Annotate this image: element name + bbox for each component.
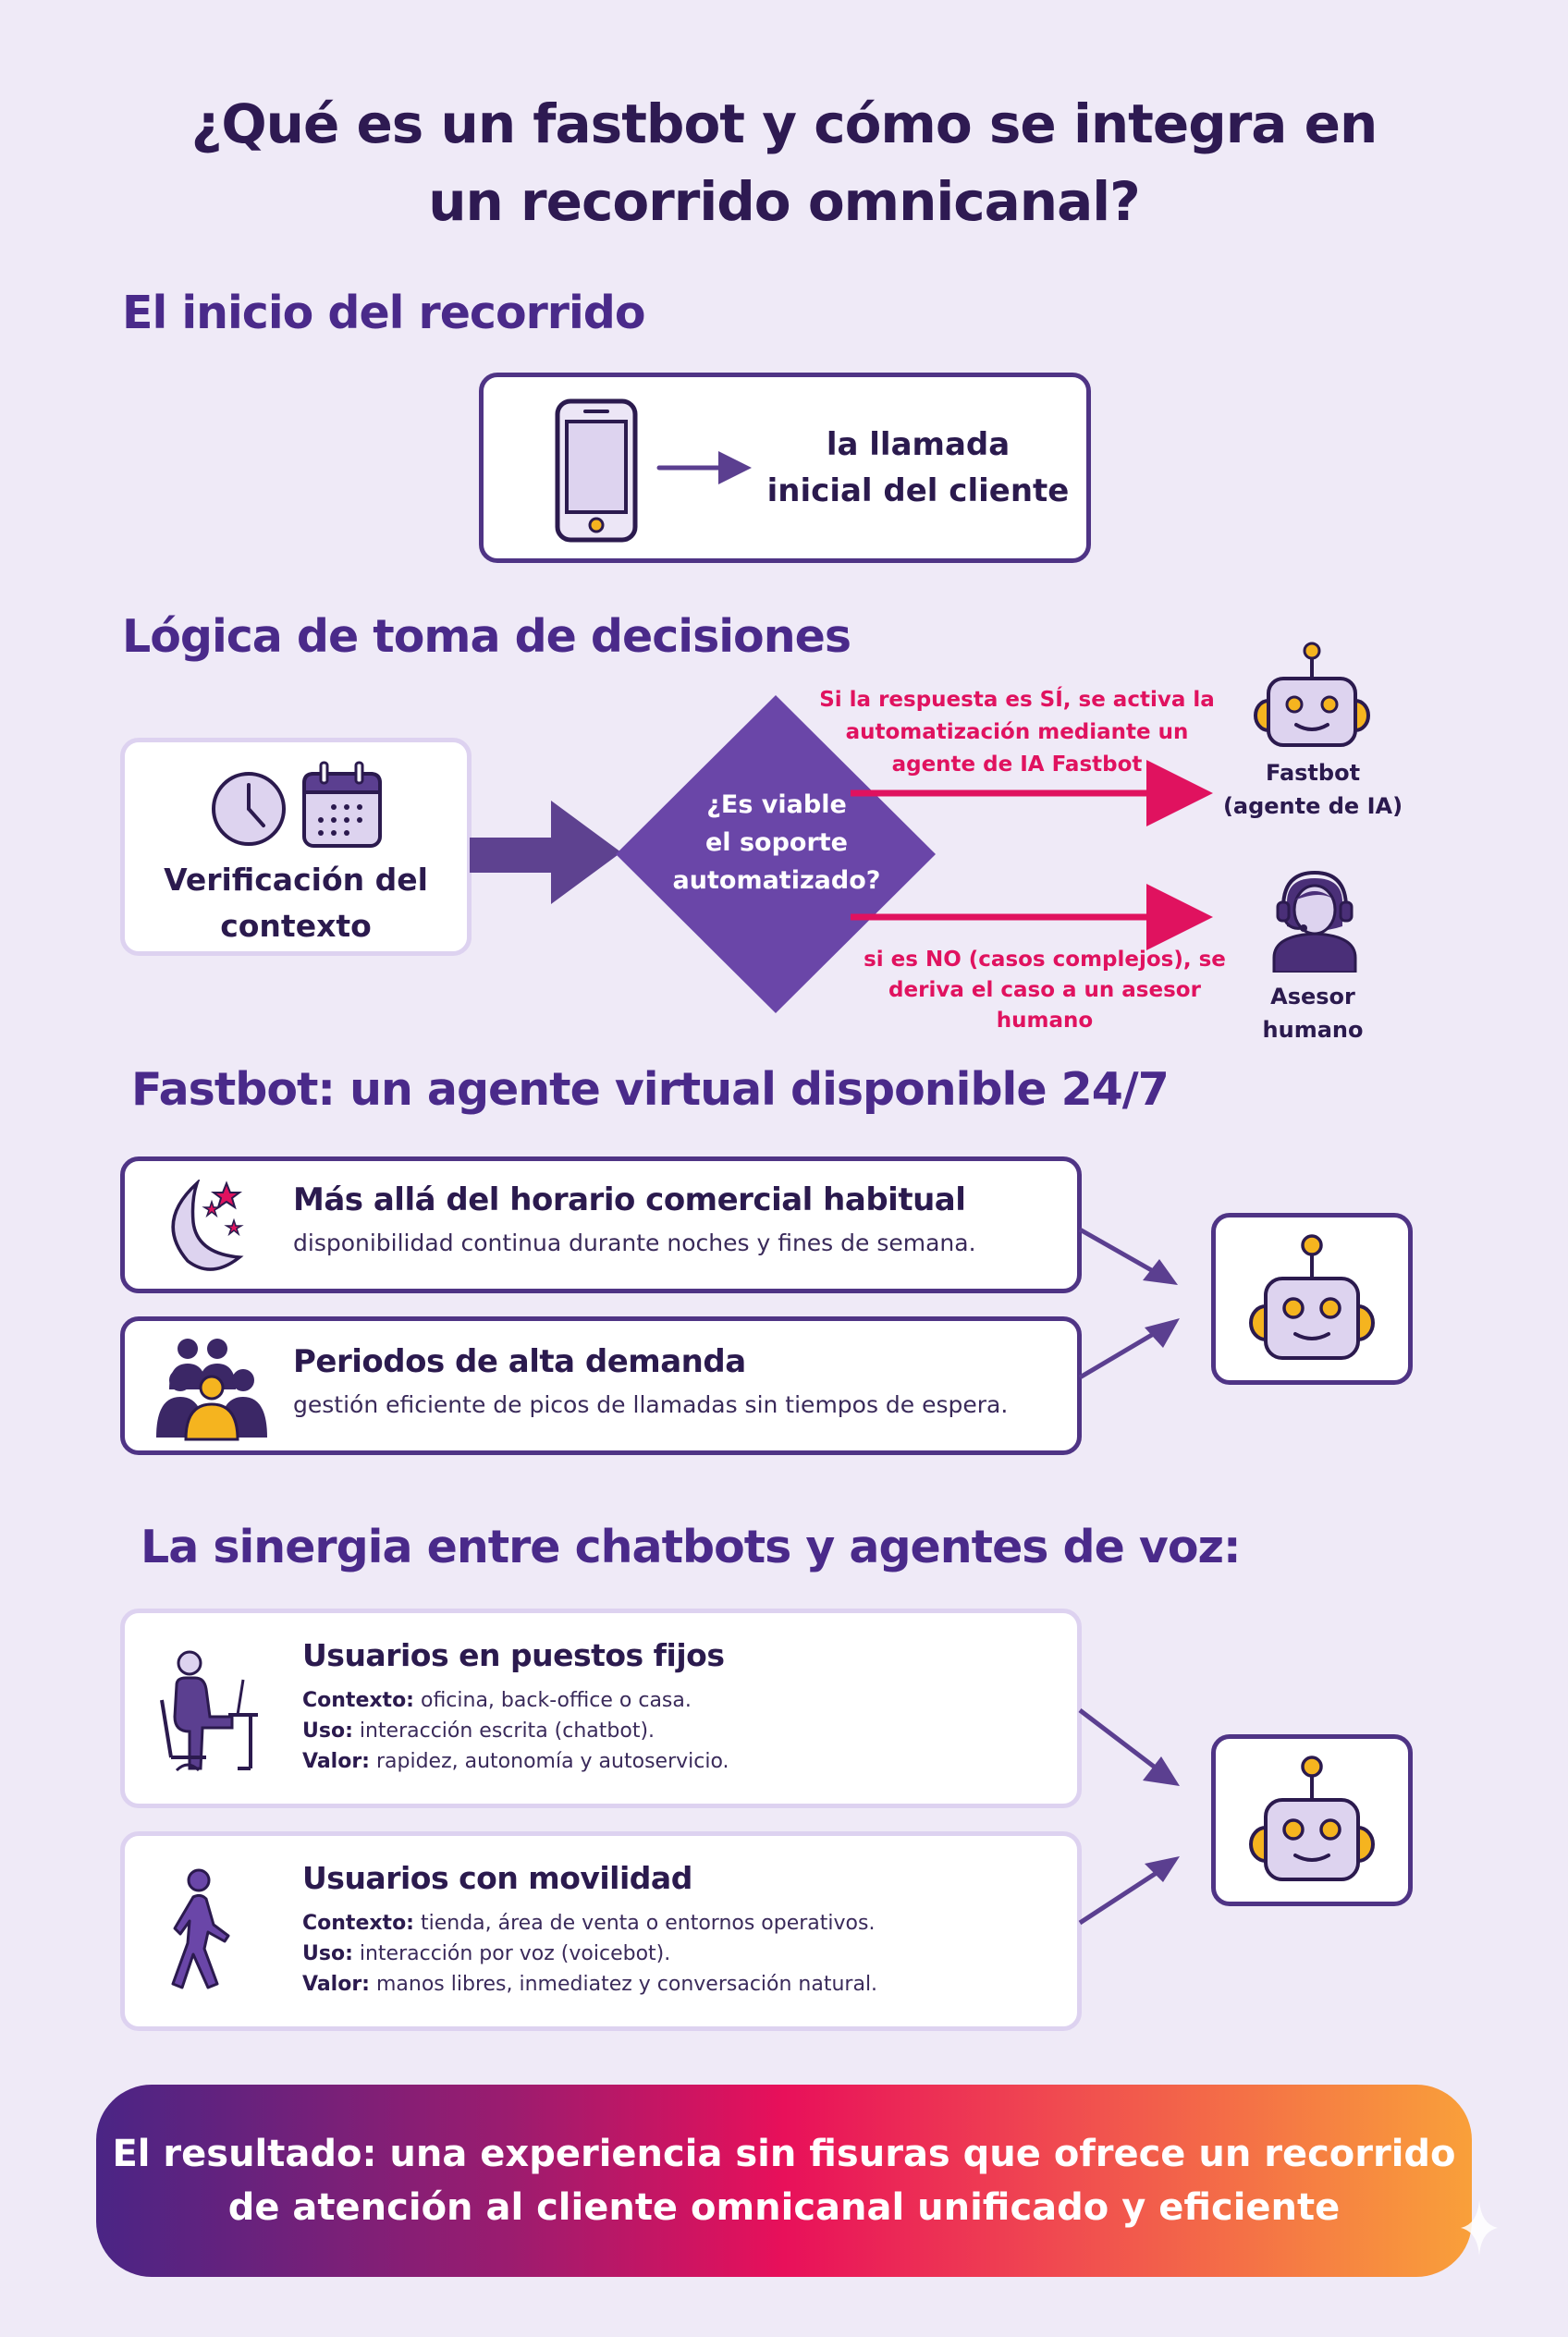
fastbot-target-card-24-7: [1211, 1213, 1413, 1385]
desk-user-icon: [158, 1648, 260, 1774]
smartphone-icon: [554, 398, 639, 544]
clock-icon: [210, 770, 288, 848]
yes-arrow-icon: [851, 758, 1213, 828]
no-line1: si es NO (casos complejos), se: [864, 948, 1226, 972]
page-title: [0, 85, 1568, 240]
no-branch-text: [832, 945, 1257, 1036]
arrow-right-icon: [655, 449, 757, 486]
feature-desc: disponibilidad continua durante noches y fines de semana.: [293, 1230, 976, 1256]
result-banner: [96, 2085, 1472, 2277]
detail-value: rapidez, autonomía y autoservicio.: [369, 1750, 729, 1773]
fastbot-target-card-synergy: [1211, 1734, 1413, 1906]
initial-call-card: [479, 373, 1091, 563]
robot-icon: [1238, 1230, 1386, 1369]
detail-value: interacción escrita (chatbot).: [352, 1719, 655, 1743]
converge-arrows-icon: [1078, 1220, 1189, 1387]
context-check-card: [120, 738, 472, 956]
feature-card-after-hours: [120, 1156, 1082, 1293]
result-line2: de atención al cliente omnicanal unificado y eficiente: [227, 2186, 1341, 2229]
human-agent-label: [1220, 980, 1405, 1046]
page-title-text: ¿Qué es un fastbot y cómo se integra en un recorrido omnicanal?: [190, 92, 1378, 233]
user-type-title: Usuarios en puestos fijos: [302, 1637, 725, 1673]
section-heading-24-7: Fastbot: un agente virtual disponible 24/7: [131, 1063, 1169, 1116]
context-check-line1: Verificación del: [164, 862, 428, 898]
feature-title: Más allá del horario comercial habitual: [293, 1181, 966, 1218]
initial-call-line1: la llamada: [826, 426, 1011, 463]
converge-arrows-icon: [1078, 1701, 1189, 1932]
detail-value: interacción por voz (voicebot).: [352, 1942, 671, 1965]
sparkle-icon: [1461, 2200, 1498, 2256]
detail-label: Contexto:: [302, 1689, 414, 1712]
detail-label: Uso:: [302, 1942, 353, 1965]
robot-icon: [1248, 638, 1376, 749]
user-card-fixed: [120, 1609, 1082, 1808]
section-heading-start: El inicio del recorrido: [122, 287, 645, 339]
feature-title: Periodos de alta demanda: [293, 1343, 746, 1380]
feature-desc: gestión eficiente de picos de llamadas sin tiempos de espera.: [293, 1391, 1009, 1418]
fastbot-target-label: [1202, 756, 1424, 823]
human-agent-line1: Asesor: [1270, 984, 1355, 1009]
detail-label: Uso:: [302, 1719, 353, 1743]
result-line1: El resultado: una experiencia sin fisuras que ofrece un recorrido: [112, 2133, 1456, 2175]
feature-card-high-demand: [120, 1316, 1082, 1455]
headset-agent-icon: [1267, 869, 1363, 973]
initial-call-label: [761, 422, 1075, 514]
section-heading-decision: Lógica de toma de decisiones: [122, 610, 851, 663]
context-check-label: [125, 857, 467, 949]
detail-use: [302, 1716, 729, 1746]
detail-value-row: [302, 1969, 877, 2000]
detail-value: tienda, área de venta o entornos operativos.: [413, 1912, 876, 1935]
calendar-icon: [300, 761, 384, 850]
moon-stars-icon: [160, 1180, 262, 1276]
yes-line3: agente de IA Fastbot: [891, 752, 1143, 777]
walking-user-icon: [171, 1867, 245, 1995]
detail-value: manos libres, inmediatez y conversación natural.: [369, 1973, 878, 1996]
detail-value-row: [302, 1746, 729, 1777]
detail-use: [302, 1939, 877, 1969]
no-line2: deriva el caso a un asesor: [888, 978, 1201, 1002]
detail-context: [302, 1685, 729, 1716]
user-type-title: Usuarios con movilidad: [302, 1860, 692, 1896]
detail-label: Valor:: [302, 1973, 370, 1996]
human-agent-line2: humano: [1262, 1017, 1364, 1043]
robot-icon: [1238, 1752, 1386, 1890]
user-type-details: [302, 1685, 729, 1777]
context-check-line2: contexto: [220, 908, 372, 944]
decision-line3: automatizado?: [672, 866, 881, 895]
detail-value: oficina, back-office o casa.: [413, 1689, 692, 1712]
no-arrow-icon: [851, 882, 1213, 952]
user-card-mobile: [120, 1831, 1082, 2031]
decision-line2: el soporte: [705, 828, 848, 857]
crowd-icon: [156, 1336, 276, 1443]
flow-arrow-icon: [470, 801, 621, 904]
detail-label: Contexto:: [302, 1912, 414, 1935]
fastbot-target-line1: Fastbot: [1265, 760, 1361, 786]
section-heading-synergy: La sinergia entre chatbots y agentes de voz:: [141, 1521, 1241, 1573]
detail-label: Valor:: [302, 1750, 370, 1773]
detail-context: [302, 1908, 877, 1939]
initial-call-line2: inicial del cliente: [766, 472, 1070, 509]
decision-line1: ¿Es viable: [706, 790, 847, 819]
no-line3: humano: [996, 1009, 1094, 1033]
fastbot-target-line2: (agente de IA): [1222, 793, 1403, 819]
yes-line1: Si la respuesta es SÍ, se activa la: [819, 688, 1215, 712]
user-type-details: [302, 1908, 877, 2000]
yes-line2: automatización mediante un: [845, 720, 1189, 744]
